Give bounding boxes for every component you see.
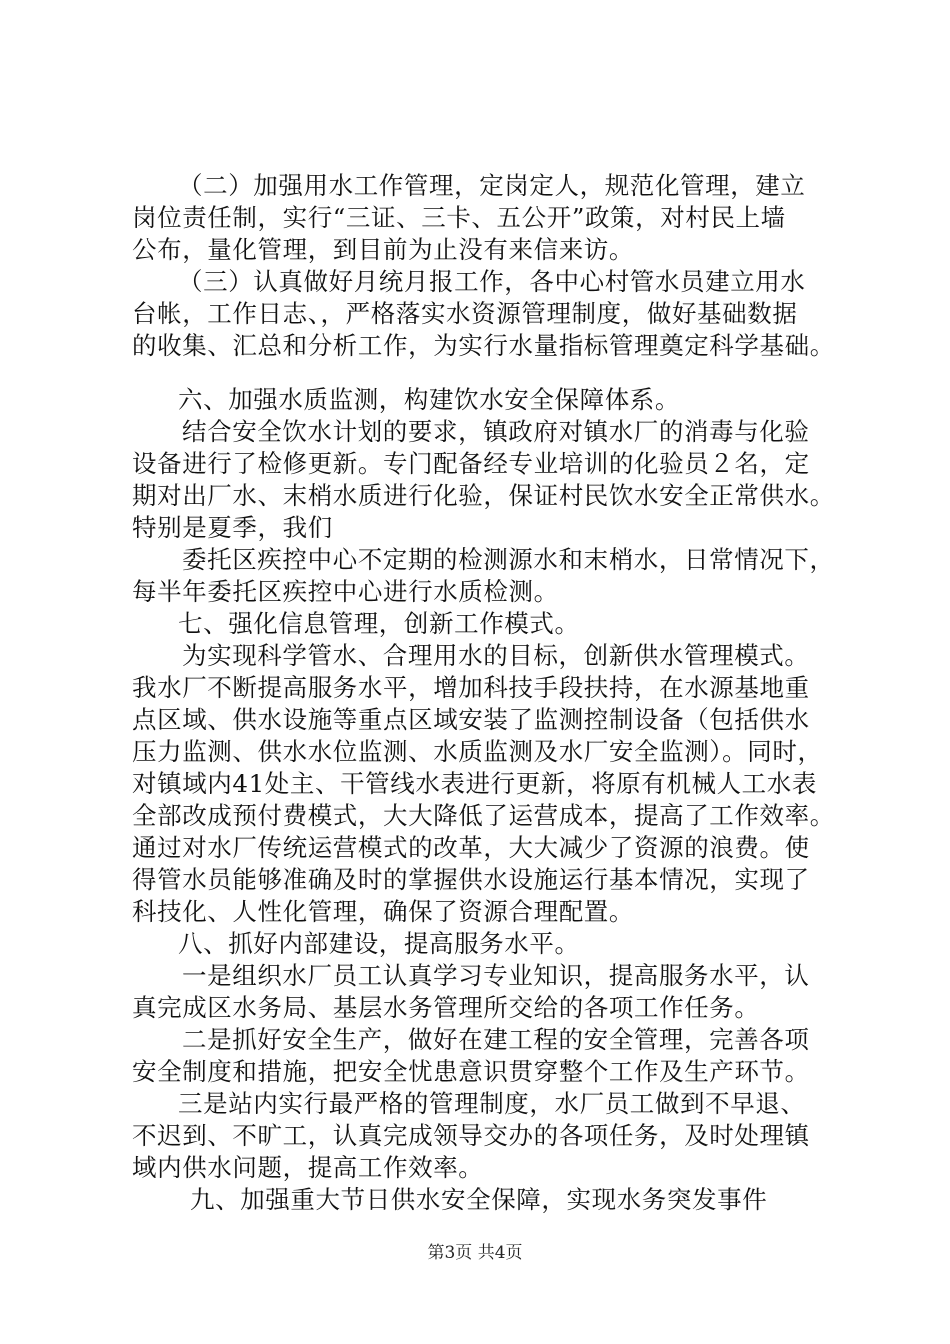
paragraph-line: 点区域、供水设施等重点区域安装了监测控制设备（包括供水	[132, 705, 810, 734]
paragraph-line: 不迟到、不旷工，认真完成领导交办的各项任务，及时处理镇	[132, 1121, 810, 1150]
paragraph-line: 一是组织水厂员工认真学习专业知识，提高服务水平，认	[182, 961, 810, 990]
paragraph-line: 通过对水厂传统运营模式的改革，大大减少了资源的浪费。使	[132, 833, 810, 862]
section-heading: 六、加强水质监测，构建饮水安全保障体系。	[178, 385, 680, 414]
paragraph-line: 特别是夏季，我们	[132, 513, 333, 542]
paragraph-line: 岗位责任制，实行“三证、三卡、五公开”政策，对村民上墙	[132, 203, 786, 232]
paragraph-line: 二是抓好安全生产，做好在建工程的安全管理，完善各项	[182, 1025, 810, 1054]
paragraph-line: 我水厂不断提高服务水平，增加科技手段扶持，在水源基地重	[132, 673, 810, 702]
document-body	[132, 170, 835, 1216]
paragraph-line: 三是站内实行最严格的管理制度，水厂员工做到不早退、	[178, 1089, 806, 1118]
paragraph-line: 真完成区水务局、基层水务管理所交给的各项工作任务。	[132, 993, 760, 1022]
page-footer	[0, 1238, 950, 1263]
section-heading: 八、抓好内部建设，提高服务水平。	[178, 929, 580, 958]
paragraph-line: 对镇域内41处主、干管线水表进行更新，将原有机械人工水表	[132, 769, 817, 798]
paragraph-line: 每半年委托区疾控中心进行水质检测。	[132, 577, 559, 606]
paragraph-line: 域内供水问题，提高工作效率。	[132, 1153, 484, 1182]
paragraph-line: 台帐，工作日志、，严格落实水资源管理制度，做好基础数据	[132, 299, 798, 328]
paragraph-line: 安全制度和措施，把安全忧患意识贯穿整个工作及生产环节。	[132, 1057, 810, 1086]
paragraph-line: 压力监测、供水水位监测、水质监测及水厂安全监测）。同时，	[132, 737, 823, 766]
paragraph-line: 为实现科学管水、合理用水的目标，创新供水管理模式。	[182, 641, 810, 670]
paragraph-line: 得管水员能够准确及时的掌握供水设施运行基本情况，实现了	[132, 865, 810, 894]
paragraph-line: （二）加强用水工作管理，定岗定人，规范化管理，建立	[178, 171, 806, 200]
paragraph-line: 设备进行了检修更新。专门配备经专业培训的化验员２名，定	[132, 449, 810, 478]
paragraph-line: 公布，量化管理，到目前为止没有来信来访。	[132, 235, 634, 264]
paragraph-line: 期对出厂水、末梢水质进行化验，保证村民饮水安全正常供水。	[132, 481, 835, 510]
paragraph-line: 的收集、汇总和分析工作，为实行水量指标管理奠定科学基础。	[132, 331, 835, 360]
paragraph-line: 全部改成预付费模式，大大降低了运营成本，提高了工作效率。	[132, 801, 835, 830]
paragraph-line: 委托区疾控中心不定期的检测源水和末梢水，日常情况下，	[182, 545, 835, 574]
section-heading: 九、加强重大节日供水安全保障，实现水务突发事件	[190, 1185, 768, 1214]
page-number: 第3页 共4页	[427, 1243, 523, 1263]
paragraph-line: 科技化、人性化管理，确保了资源合理配置。	[132, 897, 634, 926]
paragraph-line: 结合安全饮水计划的要求，镇政府对镇水厂的消毒与化验	[182, 417, 810, 446]
paragraph-line: （三）认真做好月统月报工作，各中心村管水员建立用水	[178, 267, 806, 296]
section-heading: 七、强化信息管理，创新工作模式。	[178, 609, 580, 638]
